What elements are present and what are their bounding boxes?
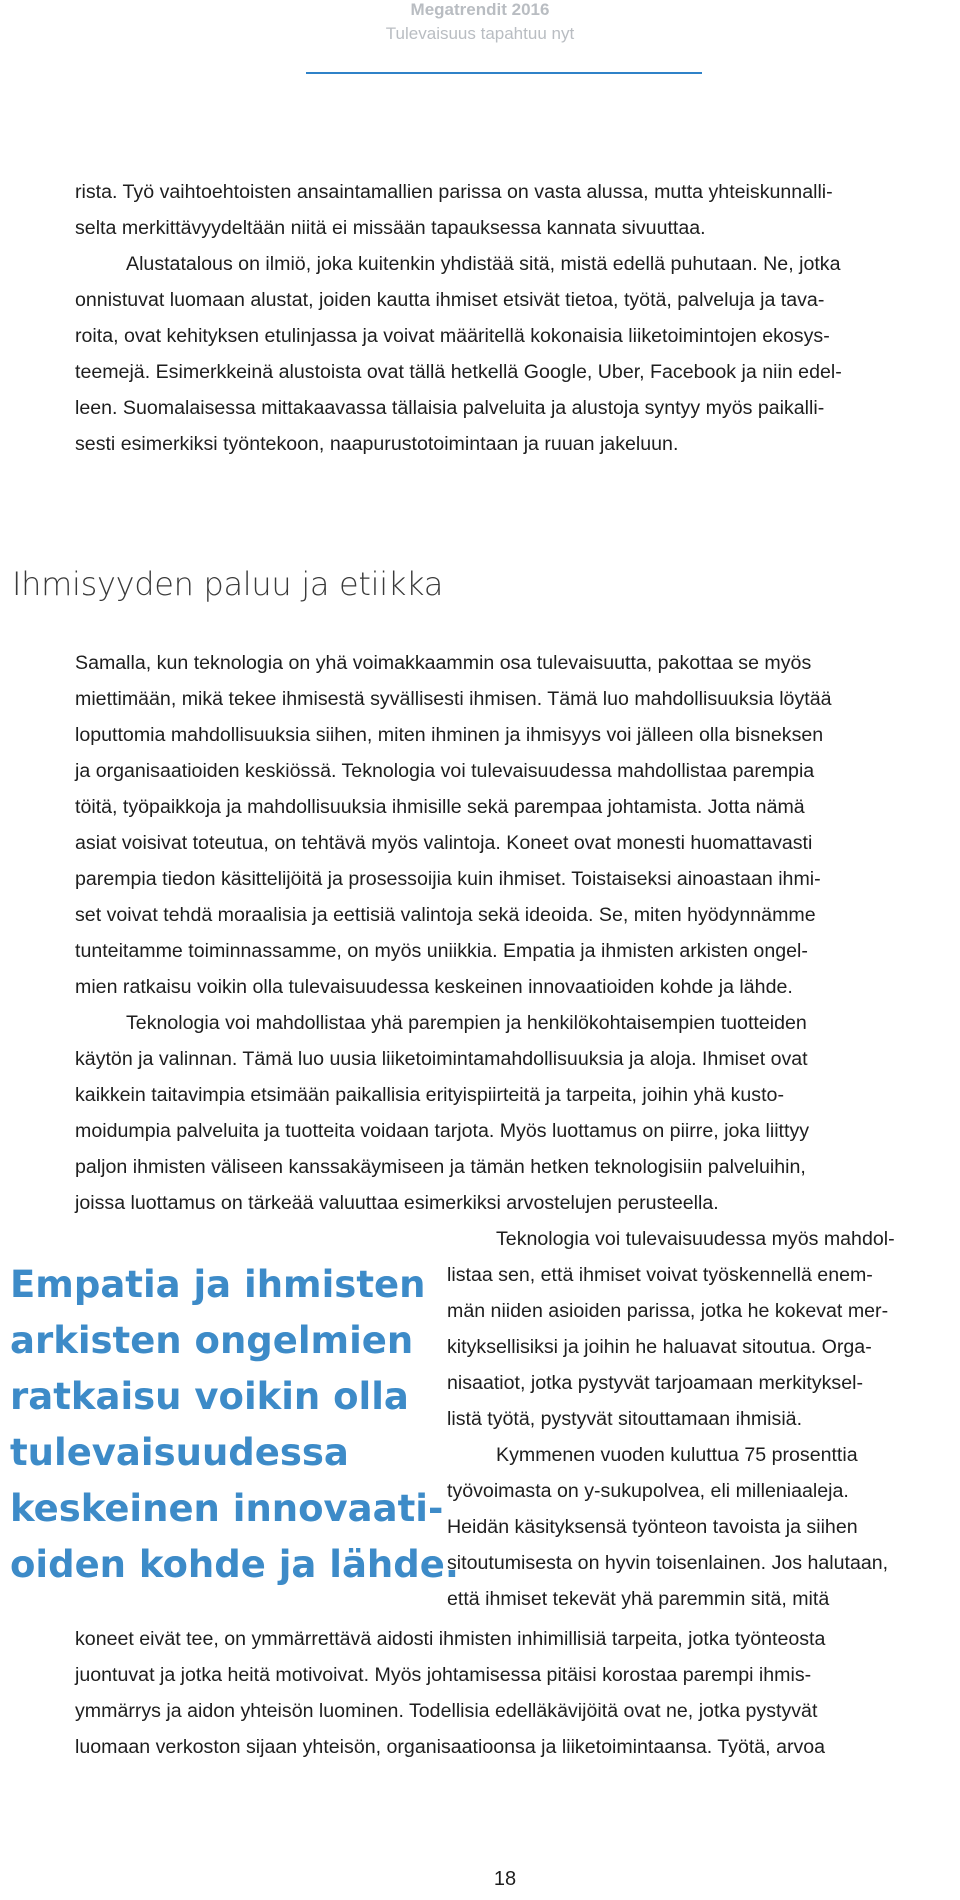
- paragraph-block-1: [75, 174, 842, 462]
- pull-quote: [10, 1257, 459, 1593]
- text-line: Teknologia voi tulevaisuudessa myös mahdol-: [496, 1228, 895, 1250]
- text-line: käytön ja valinnan. Tämä luo uusia liiketoimintamahdollisuuksia ja aloja. Ihmiset ovat: [75, 1048, 808, 1070]
- pull-quote-line: oiden kohde ja lähde.: [10, 1543, 459, 1586]
- section-heading: Ihmisyyden paluu ja etiikka: [12, 565, 444, 603]
- text-line: nisaatiot, jotka pystyvät tarjoamaan merkityksel-: [447, 1372, 863, 1394]
- text-line: Heidän käsityksensä työnteon tavoista ja siihen: [447, 1516, 858, 1538]
- text-line: loputtomia mahdollisuuksia siihen, miten ihminen ja ihmisyys voi jälleen olla bisneksen: [75, 724, 824, 746]
- page-number: 18: [493, 1868, 517, 1890]
- text-line: mien ratkaisu voikin olla tulevaisuudessa keskeinen innovaatioiden kohde ja lähde.: [75, 976, 793, 998]
- pull-quote-line: tulevaisuudessa: [10, 1431, 349, 1474]
- text-line: paljon ihmisten väliseen kanssakäymiseen ja tämän hetken teknologisiin palveluihin,: [75, 1156, 806, 1178]
- text-line: että ihmiset tekevät yhä paremmin sitä, mitä: [447, 1588, 830, 1610]
- text-line: set voivat tehdä moraalisia ja eettisiä valintoja sekä ideoida. Se, miten hyödynnämme: [75, 904, 816, 926]
- text-line: ymmärrys ja aidon yhteisön luominen. Todellisia edelläkävijöitä ovat ne, jotka pystyvät: [75, 1700, 818, 1722]
- text-line: koneet eivät tee, on ymmärrettävä aidosti ihmisten inhimillisiä tarpeita, jotka työnteosta: [75, 1628, 826, 1650]
- paragraph-block-4: [75, 1621, 825, 1765]
- text-line: selta merkittävyydeltään niitä ei missään tapauksessa kannata sivuuttaa.: [75, 217, 706, 239]
- text-line: kityksellisiksi ja joihin he haluavat sitoutua. Orga-: [447, 1336, 872, 1358]
- header-subtitle: Tulevaisuus tapahtuu nyt: [385, 24, 575, 43]
- text-line: luomaan verkoston sijaan yhteisön, organisaatioonsa ja liiketoimintaansa. Työtä, arvoa: [75, 1736, 826, 1758]
- text-line: juontuvat ja jotka heitä motivoivat. Myös johtamisessa pitäisi korostaa parempi ihmis-: [75, 1664, 812, 1686]
- paragraph-block-2: [75, 645, 831, 1221]
- pull-quote-line: arkisten ongelmien: [10, 1319, 414, 1362]
- pull-quote-line: Empatia ja ihmisten: [10, 1263, 426, 1306]
- text-line: tunteitamme toiminnassamme, on myös uniikkia. Empatia ja ihmisten arkisten ongel-: [75, 940, 808, 962]
- text-line: asiat voisivat toteutua, on tehtävä myös valintoja. Koneet ovat monesti huomattavasti: [75, 832, 813, 854]
- pull-quote-line: ratkaisu voikin olla: [10, 1375, 409, 1418]
- header-title: Megatrendit 2016: [410, 0, 550, 19]
- paragraph-block-3: [447, 1221, 895, 1617]
- text-line: listaa sen, että ihmiset voivat työskennellä enem-: [447, 1264, 873, 1286]
- text-line: sesti esimerkiksi työntekoon, naapurustotoimintaan ja ruuan jakeluun.: [75, 433, 679, 455]
- text-line: työvoimasta on y-sukupolvea, eli milleniaaleja.: [447, 1480, 849, 1502]
- text-line: onnistuvat luomaan alustat, joiden kautta ihmiset etsivät tietoa, työtä, palveluja ja tava-: [75, 289, 825, 311]
- text-line: sitoutumisesta on hyvin toisenlainen. Jos halutaan,: [447, 1552, 889, 1574]
- text-line: joissa luottamus on tärkeää valuuttaa esimerkiksi arvostelujen perusteella.: [75, 1192, 719, 1214]
- text-line: Kymmenen vuoden kuluttua 75 prosenttia: [496, 1444, 858, 1466]
- text-line: parempia tiedon käsittelijöitä ja prosessoijia kuin ihmiset. Toistaiseksi ainoastaan ihmi-: [75, 868, 821, 890]
- text-line: teemejä. Esimerkkeinä alustoista ovat tällä hetkellä Google, Uber, Facebook ja niin edel-: [75, 361, 842, 383]
- text-line: Samalla, kun teknologia on yhä voimakkaammin osa tulevaisuutta, pakottaa se myös: [75, 652, 812, 674]
- text-line: Alustatalous on ilmiö, joka kuitenkin yhdistää sitä, mistä edellä puhutaan. Ne, jotka: [126, 253, 841, 275]
- text-line: töitä, työpaikkoja ja mahdollisuuksia ihmisille sekä parempaa johtamista. Jotta nämä: [75, 796, 805, 818]
- text-line: ja organisaatioiden keskiössä. Teknologia voi tulevaisuudessa mahdollistaa parempia: [75, 760, 815, 782]
- header-divider: [306, 72, 702, 74]
- pull-quote-line: keskeinen innovaati-: [10, 1487, 444, 1530]
- text-line: män niiden asioiden parissa, jotka he kokevat mer-: [447, 1300, 889, 1322]
- text-line: roita, ovat kehityksen etulinjassa ja voivat määritellä kokonaisia liiketoimintojen ekosys-: [75, 325, 830, 347]
- text-line: miettimään, mikä tekee ihmisestä syvällisesti ihmisen. Tämä luo mahdollisuuksia löytää: [75, 688, 832, 710]
- text-line: moidumpia palveluita ja tuotteita voidaan tarjota. Myös luottamus on piirre, joka liittyy: [75, 1120, 810, 1142]
- text-line: rista. Työ vaihtoehtoisten ansaintamallien parissa on vasta alussa, mutta yhteiskunnalli-: [75, 181, 833, 203]
- text-line: Teknologia voi mahdollistaa yhä parempien ja henkilökohtaisempien tuotteiden: [126, 1012, 807, 1034]
- text-line: kaikkein taitavimpia etsimään paikallisia erityispiirteitä ja tarpeita, joihin yhä kusto-: [75, 1084, 784, 1106]
- text-line: leen. Suomalaisessa mittakaavassa tällaisia palveluita ja alustoja syntyy myös paikalli-: [75, 397, 825, 419]
- text-line: listä työtä, pystyvät sitouttamaan ihmisiä.: [447, 1408, 803, 1430]
